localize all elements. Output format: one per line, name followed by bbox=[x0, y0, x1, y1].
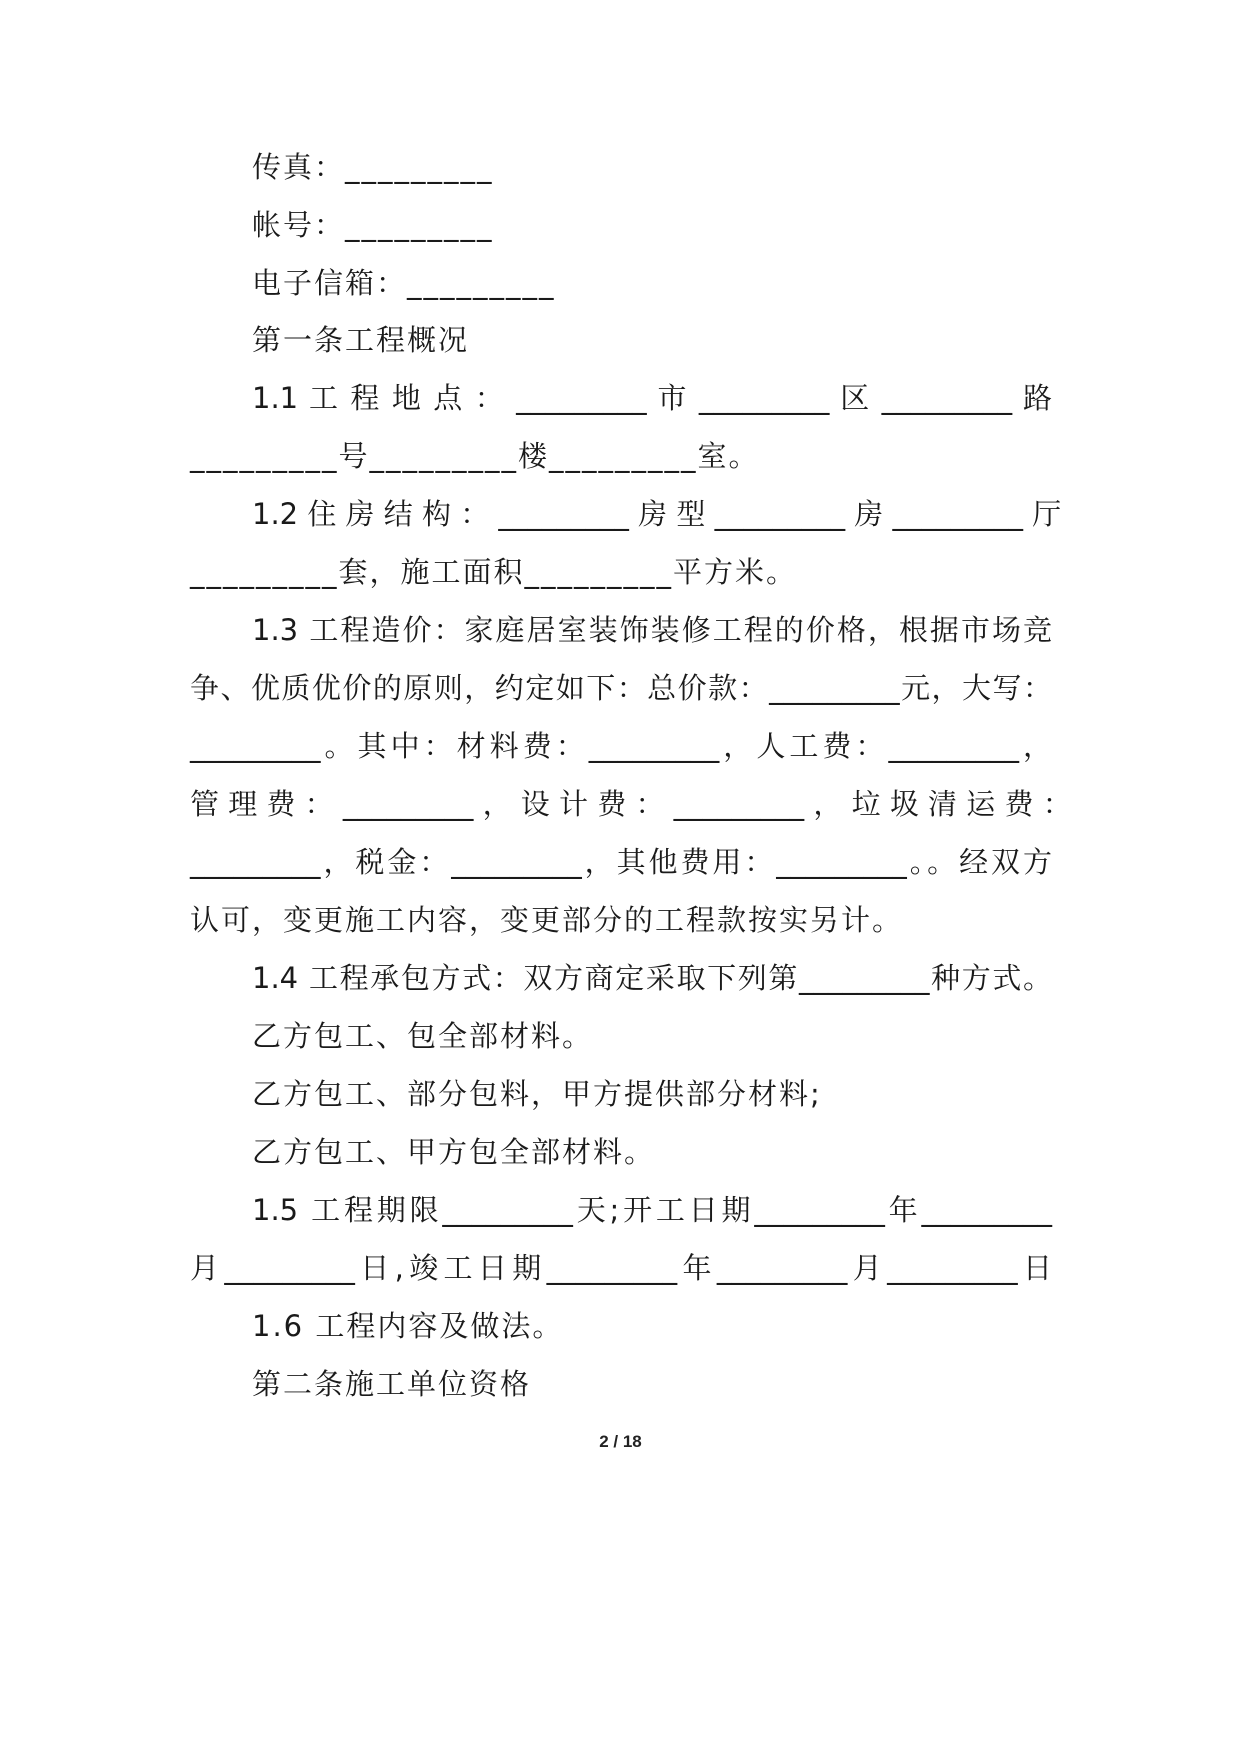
fax-field: 传真：_________ bbox=[252, 150, 494, 184]
email-field: 电子信箱：_________ bbox=[252, 266, 556, 300]
clause-1-3-line-3: _________。其中：材料费：_________，人工费：_________， bbox=[190, 729, 1052, 763]
clause-1-3-line-1: 1.3 工程造价：家庭居室装饰装修工程的价格，根据市场竞 bbox=[252, 613, 1052, 647]
clause-1-5-line-2: 月_________日,竣工日期_________年_________月_________日 bbox=[190, 1251, 1052, 1285]
clause-1-3-line-2: 争、优质优价的原则，约定如下：总价款：_________元，大写： bbox=[190, 671, 1052, 705]
account-field: 帐号：_________ bbox=[252, 208, 494, 242]
clause-1-3-line-4: 管 理 费 ： _________ ， 设 计 费 ： _________ ， 垃 圾 清 运 费 ： bbox=[190, 787, 1072, 821]
clause-1-4-option-3: 乙方包工、甲方包全部材料。 bbox=[252, 1135, 656, 1169]
clause-1-2-line-2: _________套，施工面积_________平方米。 bbox=[190, 555, 798, 589]
clause-1-3-line-6: 认可，变更施工内容，变更部分的工程款按实另计。 bbox=[190, 903, 904, 937]
article-1-heading: 第一条工程概况 bbox=[252, 323, 470, 357]
clause-1-2-line-1: 1.2 住 房 结 构 ： _________ 房 型 _________ 房 _________ 厅 bbox=[252, 497, 1062, 531]
clause-1-4-option-1: 乙方包工、包全部材料。 bbox=[252, 1019, 594, 1053]
clause-1-4: 1.4 工程承包方式：双方商定采取下列第_________种方式。 bbox=[252, 961, 1052, 995]
article-2-heading: 第二条施工单位资格 bbox=[252, 1367, 532, 1401]
clause-1-4-option-2: 乙方包工、部分包料，甲方提供部分材料; bbox=[252, 1077, 822, 1111]
clause-1-6: 1.6 工程内容及做法。 bbox=[252, 1309, 564, 1343]
clause-1-5-line-1: 1.5 工程期限_________天;开工日期_________年_________ bbox=[252, 1193, 1052, 1227]
clause-1-1-line-1: 1.1 工 程 地 点 ： _________ 市 _________ 区 _________ 路 bbox=[252, 381, 1052, 415]
page-number: 2 / 18 bbox=[599, 1432, 642, 1451]
clause-1-3-line-5: _________，税金：_________，其他费用：_________。。经双方 bbox=[190, 845, 1052, 879]
clause-1-1-line-2: _________号_________楼_________室。 bbox=[190, 439, 760, 473]
